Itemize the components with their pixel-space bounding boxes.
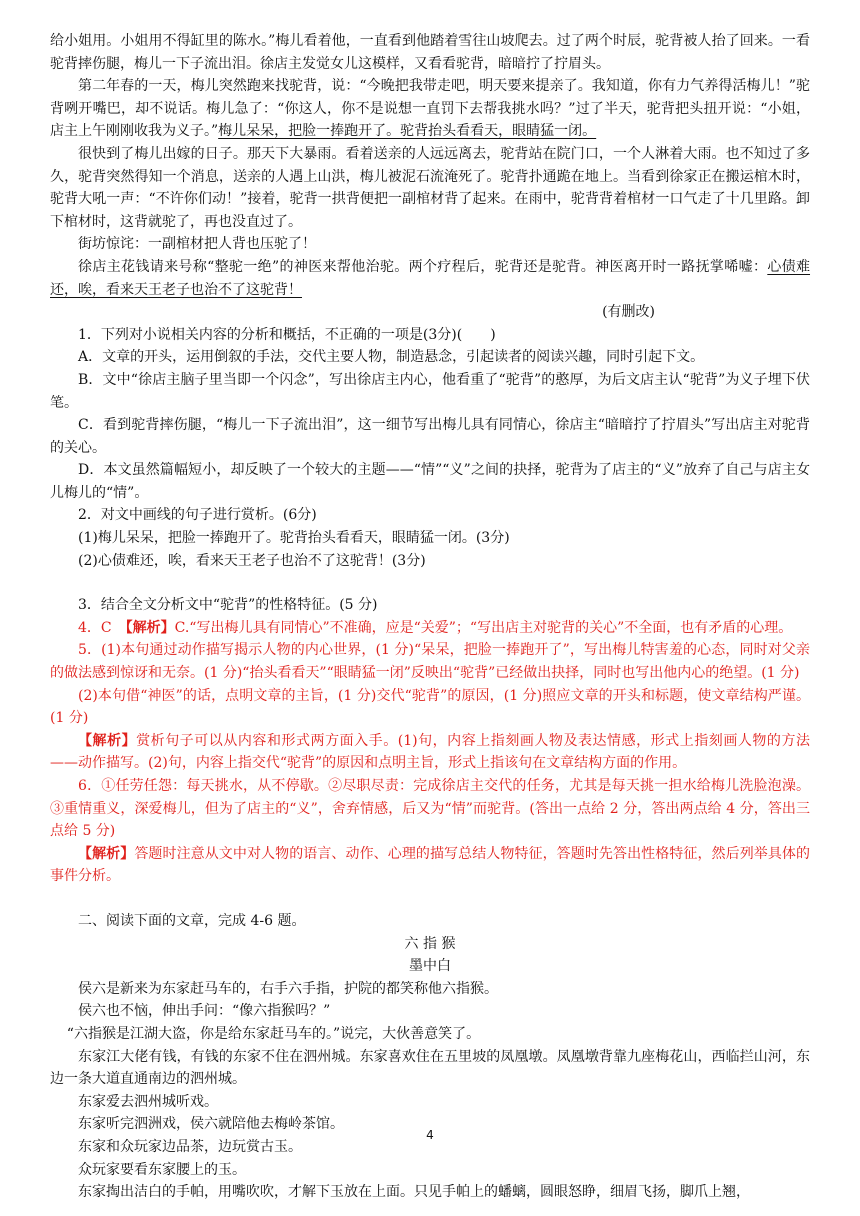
answer-text: 答题时注意从文中对人物的语言、动作、心理的描写总结人物特征，答题时先答出性格特征，然后列举具体的事件分析。 [50, 845, 811, 885]
story-paragraph: 给小姐用。小姐用不得缸里的陈水。”梅儿看着他，一直看到他踏着雪往山坡爬去。过了两个时辰，驼背被人抬了回来。一看驼背摔伤腿，梅儿一下子流出泪。徐店主发觉女儿这模样，又看看驼背，暗暗拧了拧眉头。 [50, 33, 810, 72]
question-1: 1．下列对小说相关内容的分析和概括，不正确的一项是(3分)( ) [78, 326, 496, 343]
section-gap [80, 888, 810, 910]
answer-text: C.“写出梅儿具有同情心”不准确，应是“关爱”；“写出店主对驼背的关心”不全面，也有矛盾的心理。 [174, 619, 793, 636]
option-d: D．本文虽然篇幅短小，却反映了一个较大的主题——“情”“义”之间的抉择，驼背为了店主的“义”放弃了自己与店主女儿梅儿的“情”。 [50, 462, 810, 501]
story-text: 徐店主花钱请来号称“整驼一绝”的神医来帮他治驼。两个疗程后，驼背还是驼背。神医离开时一路抚掌唏嘘： [78, 258, 768, 275]
answer-4 [50, 617, 810, 640]
article-paragraph: 侯六也不恼，伸出手问：“像六指猴吗？” [78, 1003, 331, 1020]
answer-5-analysis [50, 730, 810, 775]
section-2-intro: 二、阅读下面的文章，完成 4-6 题。 [78, 912, 306, 929]
article-paragraph: 东家听完泗洲戏，侯六就陪他去梅岭茶馆。 [78, 1116, 344, 1133]
answer-space [80, 572, 810, 594]
story-paragraph [50, 256, 810, 301]
article-paragraph: 东家爱去泗州城听戏。 [78, 1093, 218, 1110]
underlined-sentence-1: 梅儿呆呆，把脸一捧跑开了。驼背抬头看看天，眼睛猛一闭。 [218, 123, 597, 140]
article-paragraph: 东家掏出洁白的手帕，用嘴吹吹，才解下玉放在上面。只见手帕上的蟠螭，圆眼怒睁，细眉飞扬，脚爪上翘， [78, 1184, 750, 1201]
page-content [50, 30, 811, 1204]
answer-6-analysis [50, 843, 810, 888]
story-paragraph [50, 75, 810, 143]
source-note: (有删改) [602, 304, 655, 321]
article-paragraph: 众玩家要看东家腰上的玉。 [78, 1161, 246, 1178]
question-3: 3．结合全文分析文中“驼背”的性格特征。(5 分) [78, 597, 378, 614]
story-paragraph: 街坊惊诧：一副棺材把人背也压驼了！ [78, 236, 316, 253]
article-author: 墨中白 [409, 958, 451, 975]
answer-text: 赏析句子可以从内容和形式两方面入手。(1)句，内容上指刻画人物及表达情感，形式上指刻画人物的方法——动作描写。(2)句，内容上指交代“驼背”的原因和点明主旨，形式上指该句在文章结构方面的作用。 [50, 732, 810, 772]
analysis-label: 【解析】 [125, 619, 175, 636]
article-paragraph: “六指猴是江湖大盗，你是给东家赶马车的。”说完，大伙善意笑了。 [66, 1025, 481, 1042]
option-a: A．文章的开头，运用倒叙的手法，交代主要人物，制造悬念，引起读者的阅读兴趣，同时引起下文。 [78, 349, 705, 366]
story-text: 第二年春的一天，梅儿突然跑来找驼背，说：“今晚把我带走吧，明天要来提亲了。我知道，你有力气养得活梅儿！”驼背咧开嘴巴，却不说话。梅儿急了：“你这人，你不是说想一直罚下去帮我挑水吗？”过了半天，驼背把头扭开说：“小姐，店主上午刚刚收我为义子。” [50, 78, 810, 140]
page-number: 4 [426, 1128, 434, 1142]
answer-6: 6．①任劳任怨：每天挑水，从不停歇。②尽职尽责：完成徐店主交代的任务，尤其是每天挑一担水给梅儿洗脸泡澡。③重情重义，深爱梅儿，但为了店主的“义”，舍弃情感，后又为“情”而驼背。(答出一点给 2 分，答出两点给 4 分，答出三点给 5 分) [50, 778, 810, 840]
option-b: B．文中“徐店主脑子里当即一个闪念”，写出徐店主内心，他看重了“驼背”的憨厚，为后文店主认“驼背”为义子埋下伏笔。 [50, 371, 810, 411]
article-paragraph: 东家江大佬有钱，有钱的东家不住在泗州城。东家喜欢住在五里坡的凤凰墩。凤凰墩背靠九座梅花山，西临拦山河，东边一条大道直通南边的泗州城。 [50, 1048, 810, 1088]
question-2-part-2: (2)心债难还，唉，看来天王老子也治不了这驼背！(3分) [78, 552, 426, 569]
analysis-label: 【解析】 [78, 732, 137, 749]
story-paragraph: 很快到了梅儿出嫁的日子。那天下大暴雨。看着送亲的人远远离去，驼背站在院门口，一个人淋着大雨。也不知过了多久，驼背突然得知一个消息，送亲的人遇上山洪，梅儿被泥石流淹死了。驼背扑通跪在地上。当看到徐家正在搬运棺木时，驼背大吼一声：“不许你们动！”接着，驼背一拱背便把一副棺材背了起来。在雨中，驼背背着棺材一口气走了十几里路。卸下棺材时，这背就驼了，再也没直过了。 [50, 145, 810, 230]
article-paragraph: 东家和众玩家边品茶，边玩赏古玉。 [78, 1138, 302, 1155]
article-title: 六 指 猴 [404, 935, 456, 952]
underlined-sentence-2: 心债难还，唉，看来天王老子也治不了这驼背！ [50, 258, 811, 298]
question-2: 2．对文中画线的句子进行赏析。(6分) [78, 507, 317, 524]
analysis-label: 【解析】 [78, 845, 135, 862]
answer-5-part-2: (2)本句借“神医”的话，点明文章的主旨，(1 分)交代“驼背”的原因，(1 分)照应文章的开头和标题，使文章结构严谨。(1 分) [50, 687, 810, 727]
question-2-part-1: (1)梅儿呆呆，把脸一捧跑开了。驼背抬头看看天，眼睛猛一闭。(3分) [78, 530, 510, 547]
answer-number: 4．C [78, 619, 126, 636]
answer-5-part-1: 5．(1)本句通过动作描写揭示人物的内心世界，(1 分)“呆呆，把脸一捧跑开了”，写出梅儿特害羞的心态，同时对父亲的做法感到惊讶和无奈。(1 分)“抬头看看天”“眼睛猛一闭”反映出“驼背”已经做出抉择，同时也写出他内心的绝望。(1 分) [50, 642, 810, 682]
option-c: C．看到驼背摔伤腿，“梅儿一下子流出泪”，这一细节写出梅儿具有同情心，徐店主“暗暗拧了拧眉头”写出店主对驼背的关心。 [50, 417, 810, 456]
article-paragraph: 侯六是新来为东家赶马车的，右手六手指，护院的都笑称他六指猴。 [78, 980, 498, 997]
